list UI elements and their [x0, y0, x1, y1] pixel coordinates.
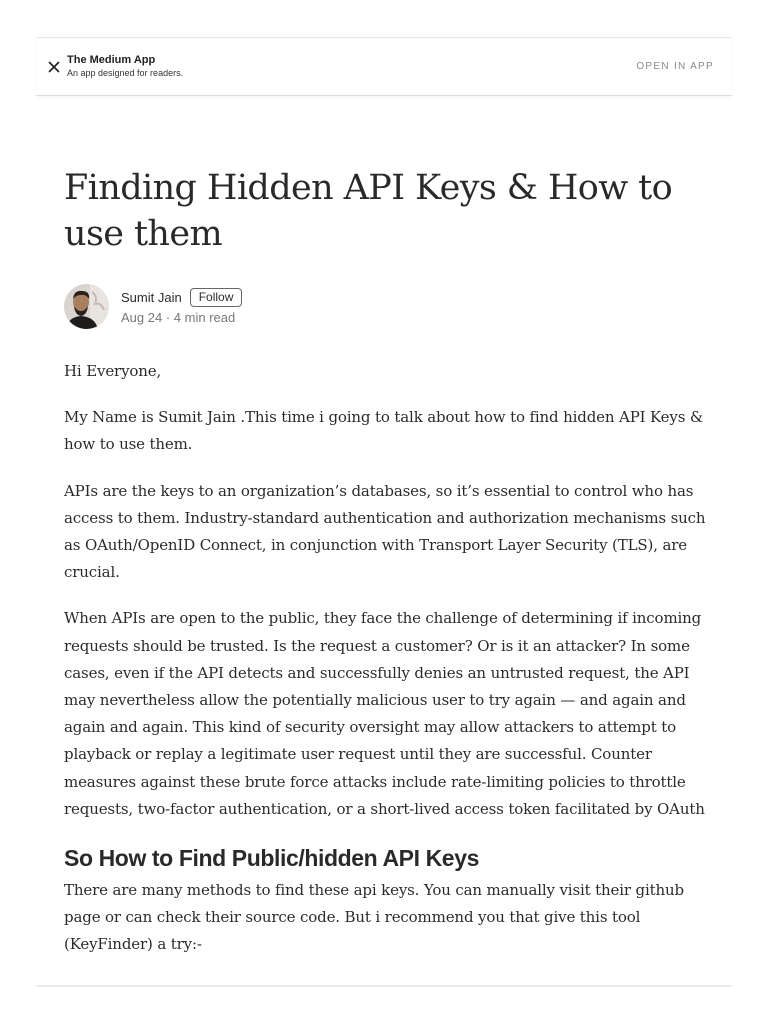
meta-separator: · [165, 310, 171, 325]
read-time: 4 min read [173, 310, 236, 325]
app-name: The Medium App [67, 54, 156, 66]
open-in-app-button[interactable]: OPEN IN APP [636, 61, 714, 72]
article-body [64, 358, 714, 959]
app-banner [36, 38, 732, 96]
author-meta [121, 287, 242, 325]
author-name-line [121, 287, 242, 308]
paragraph-intro: My Name is Sumit Jain .This time i going to talk about how to find hidden API Keys & how to use them. [64, 408, 704, 454]
close-icon [48, 61, 60, 73]
follow-button[interactable]: Follow [190, 288, 243, 307]
paragraph-greeting: Hi Everyone, [64, 362, 162, 380]
paragraph-public-apis: When APIs are open to the public, they face the challenge of determining if incoming requests should be trusted. Is the request a customer? Or is it an attacker? In some cases, even if the API detects and successfully denies an untrusted request, the API may nevertheless allow the potentially malicious user to try again — and again and again and again. This kind of security oversight may allow attackers to attempt to playback or replay a legitimate user request until they are successful. Counter measures against these brute force attacks include rate-limiting policies to throttle requests, two-factor authentication, or a short-lived access token facilitated by OAuth [64, 609, 705, 818]
article-title: Finding Hidden API Keys & How to use them [64, 168, 673, 254]
paragraph-apis: APIs are the keys to an organization’s databases, so it’s essential to control who has access to them. Industry-standard authentication and authorization mechanisms such as OAuth/OpenID Connect, in conjunction with Transport Layer Security (TLS), are crucial. [64, 481, 706, 582]
close-banner-button[interactable] [39, 52, 69, 82]
paragraph-methods: There are many methods to find these api keys. You can manually visit their github page or can check their source code. But i recommend you that give this tool (KeyFinder) a try:- [64, 881, 684, 954]
app-subtitle: An app designed for readers. [67, 68, 184, 78]
app-banner-text [67, 54, 183, 79]
author-name[interactable]: Sumit Jain [121, 290, 182, 305]
article [64, 165, 714, 978]
section-heading: So How to Find Public/hidden API Keys [64, 845, 479, 872]
post-date: Aug 24 [121, 310, 163, 325]
bottom-divider [36, 985, 732, 987]
post-meta [121, 310, 242, 325]
author-row [64, 282, 714, 330]
author-avatar[interactable] [64, 284, 109, 329]
